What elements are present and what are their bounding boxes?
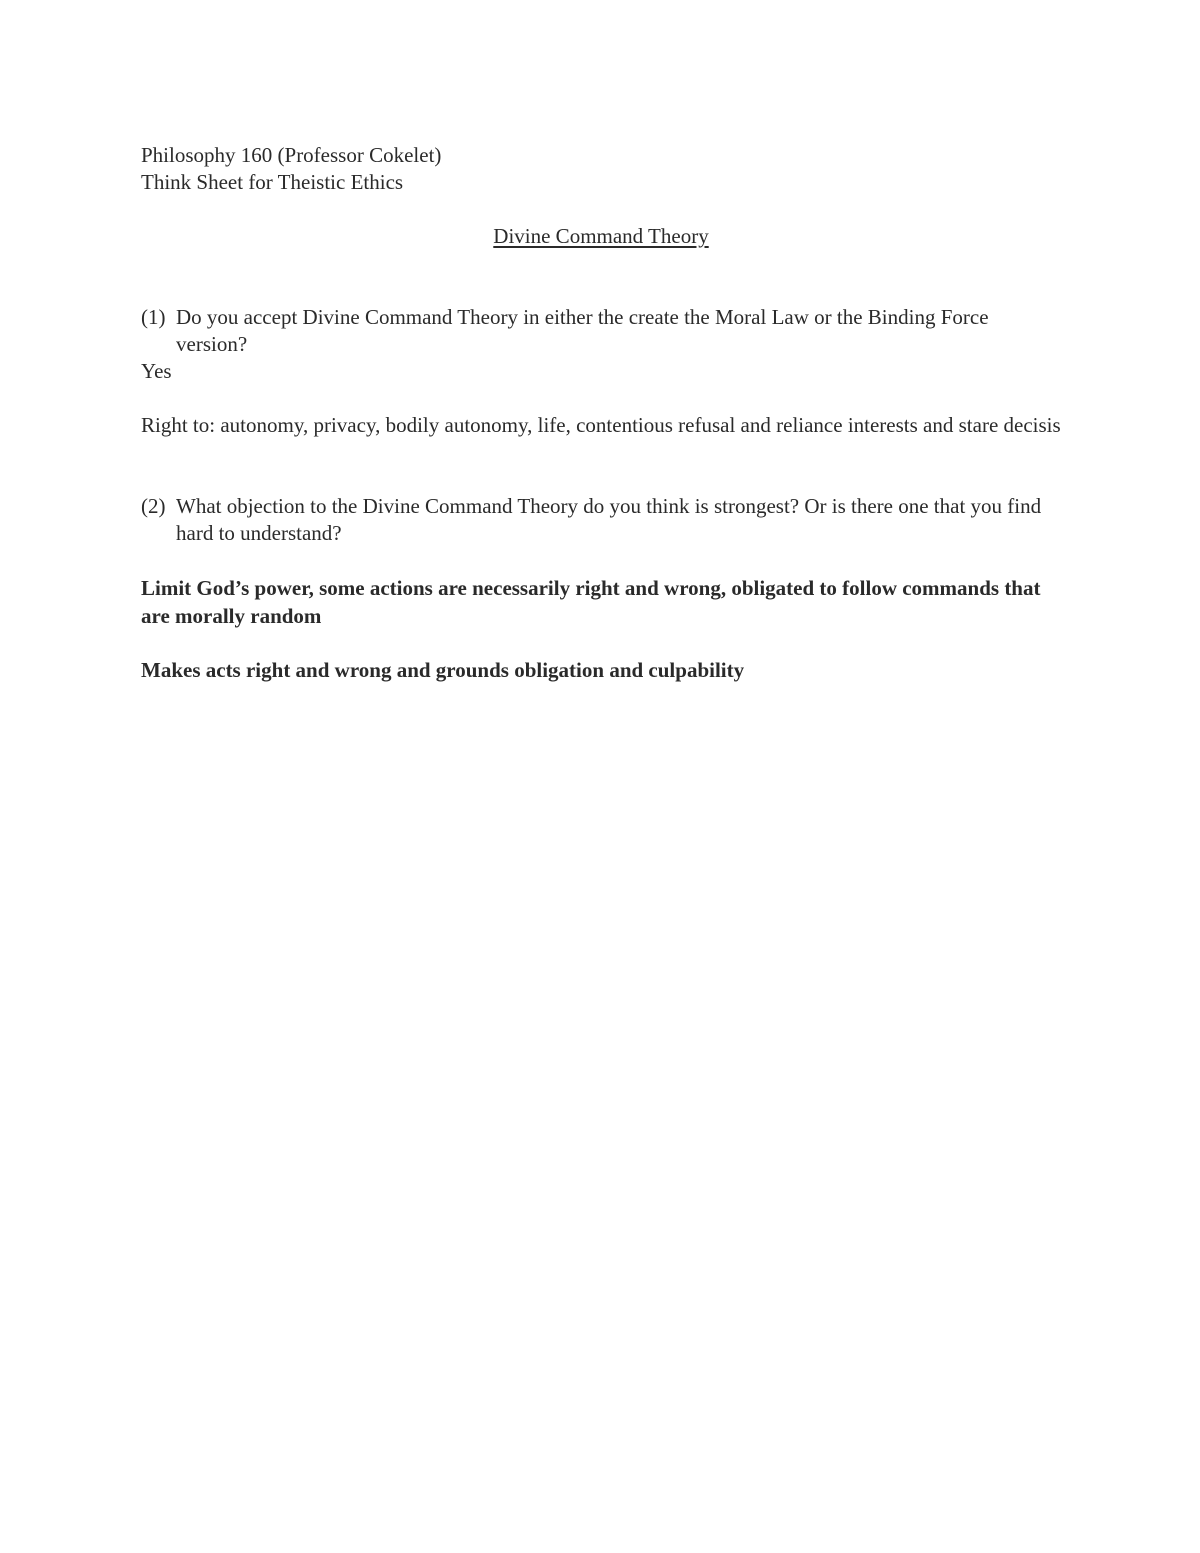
- question-1: [141, 304, 1061, 358]
- question-2-answer-1: Limit God’s power, some actions are necessarily right and wrong, obligated to follow commands that are morally random: [141, 576, 1041, 628]
- question-1-answer: Yes: [141, 359, 172, 383]
- spacer: [141, 385, 1061, 412]
- question-2-number: (2): [141, 494, 166, 518]
- question-1-note: Right to: autonomy, privacy, bodily autonomy, life, contentious refusal and reliance interests and stare decisis: [141, 413, 1061, 437]
- question-1-number: (1): [141, 305, 166, 329]
- question-2: [141, 493, 1061, 547]
- spacer: [141, 250, 1061, 304]
- section-title: Divine Command Theory: [493, 224, 709, 248]
- document-content: [141, 142, 1061, 684]
- course-line: Philosophy 160 (Professor Cokelet): [141, 143, 442, 167]
- question-2-answer-2: Makes acts right and wrong and grounds obligation and culpability: [141, 658, 745, 682]
- spacer: [141, 439, 1061, 493]
- question-2-text: What objection to the Divine Command Theory do you think is strongest? Or is there one that you find hard to understand?: [176, 494, 1042, 545]
- question-1-text: Do you accept Divine Command Theory in either the create the Moral Law or the Binding Force version?: [176, 305, 989, 356]
- spacer: [141, 630, 1061, 656]
- spacer: [141, 547, 1061, 574]
- sheet-title-line: Think Sheet for Theistic Ethics: [141, 170, 404, 194]
